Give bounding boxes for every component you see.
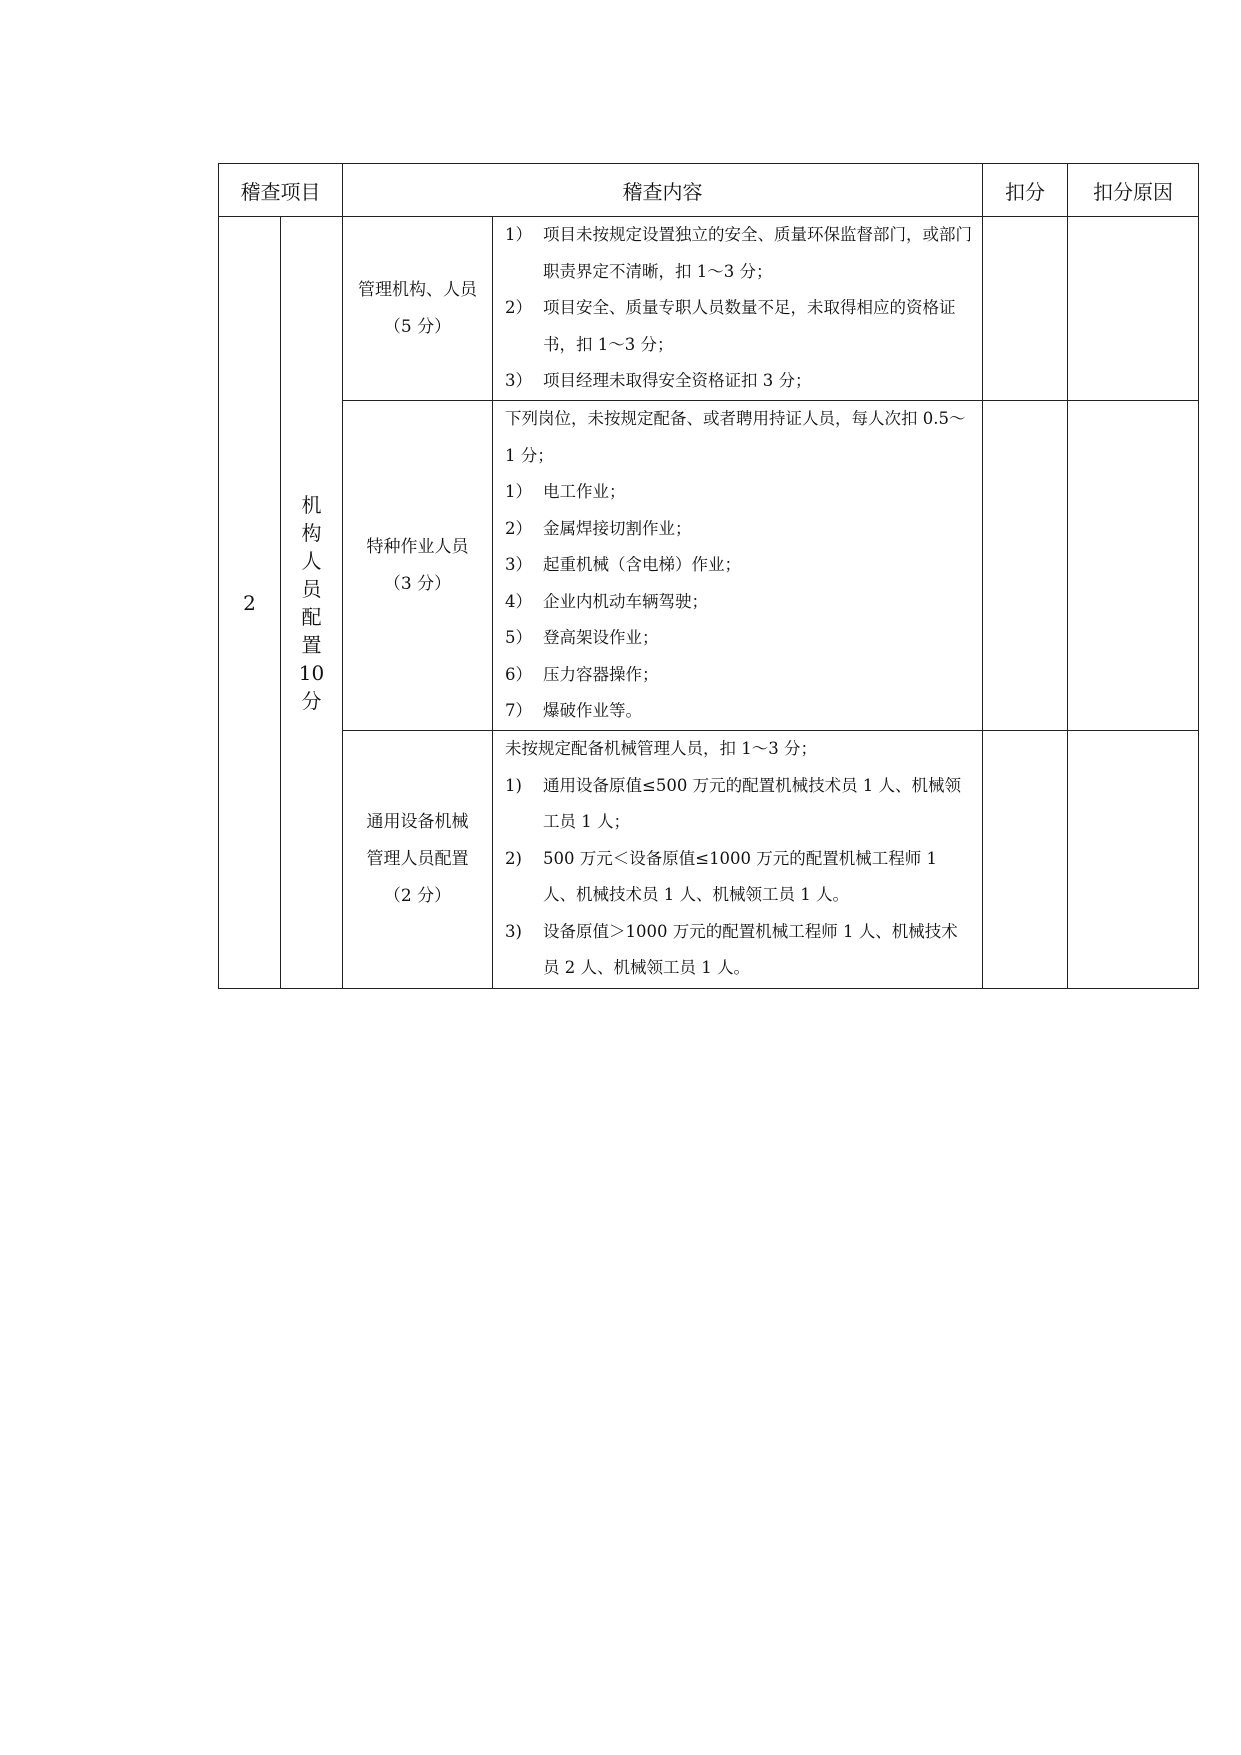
list-item: 7） 爆破作业等。 (505, 701, 642, 720)
section-category (281, 217, 343, 989)
category-char: 人 (301, 548, 322, 573)
reason-cell (1068, 217, 1199, 401)
category-char: 机 (301, 492, 322, 517)
deduct-cell (983, 217, 1068, 401)
reason-cell (1068, 731, 1199, 989)
list-item: 3) 设备原值＞1000 万元的配置机械工程师 1 人、机械技术员 2 人、机械领工员 1 人。 (505, 921, 958, 977)
list-item: 1) 通用设备原值≤500 万元的配置机械技术员 1 人、机械领工员 1 人； (505, 775, 962, 831)
subcategory (343, 217, 493, 401)
list-item: 1） 电工作业； (505, 482, 626, 501)
list-item: 2） 项目安全、质量专职人员数量不足，未取得相应的资格证书，扣 1～3 分； (505, 298, 956, 354)
table-row (219, 217, 1199, 401)
list-item: 2) 500 万元＜设备原值≤1000 万元的配置机械工程师 1 人、机械技术员 1 人、机械领工员 1 人。 (505, 848, 938, 904)
list-item: 6） 压力容器操作； (505, 664, 659, 684)
subcategory-line: 特种作业人员 (366, 536, 469, 557)
list-item: 3） 起重机械（含电梯）作业； (505, 555, 741, 574)
subcategory-line: 管理机构、人员 (358, 279, 477, 300)
category-char: 配 (301, 604, 322, 629)
content-intro: 下列岗位，未按规定配备、或者聘用持证人员，每人次扣 0.5～1 分； (505, 409, 966, 465)
header-row (219, 164, 1199, 217)
subcategory-line: （5 分） (383, 316, 452, 337)
content-cell (493, 731, 983, 989)
category-char: 分 (301, 688, 322, 713)
table-row (219, 731, 1199, 989)
subcategory (343, 731, 493, 989)
header-deduct: 扣分 (983, 164, 1068, 217)
content-intro: 未按规定配备机械管理人员，扣 1～3 分； (505, 739, 817, 758)
list-item: 1） 项目未按规定设置独立的安全、质量环保监督部门，或部门职责界定不清晰，扣 1～3 分； (505, 225, 972, 281)
category-char: 置 (301, 632, 322, 657)
category-char: 员 (301, 576, 322, 601)
subcategory-line: 管理人员配置 (366, 849, 469, 869)
list-item: 4） 企业内机动车辆驾驶； (505, 591, 708, 611)
content-cell (493, 217, 983, 401)
header-content: 稽查内容 (343, 164, 983, 217)
table-row (219, 401, 1199, 731)
list-item: 3） 项目经理未取得安全资格证扣 3 分； (505, 371, 812, 390)
reason-cell (1068, 401, 1199, 731)
header-item: 稽查项目 (219, 164, 343, 217)
list-item: 5） 登高架设作业； (505, 628, 659, 647)
category-char: 构 (301, 520, 322, 545)
category-char: 10 (298, 660, 325, 685)
deduct-cell (983, 731, 1068, 989)
subcategory-line: 通用设备机械 (366, 812, 469, 832)
content-cell (493, 401, 983, 731)
deduct-cell (983, 401, 1068, 731)
list-item: 2） 金属焊接切割作业； (505, 518, 692, 538)
header-reason: 扣分原因 (1068, 164, 1199, 217)
inspection-table (218, 163, 1199, 989)
section-number: 2 (219, 217, 281, 989)
subcategory (343, 401, 493, 731)
subcategory-line: （3 分） (383, 573, 452, 594)
subcategory-line: （2 分） (383, 886, 452, 906)
